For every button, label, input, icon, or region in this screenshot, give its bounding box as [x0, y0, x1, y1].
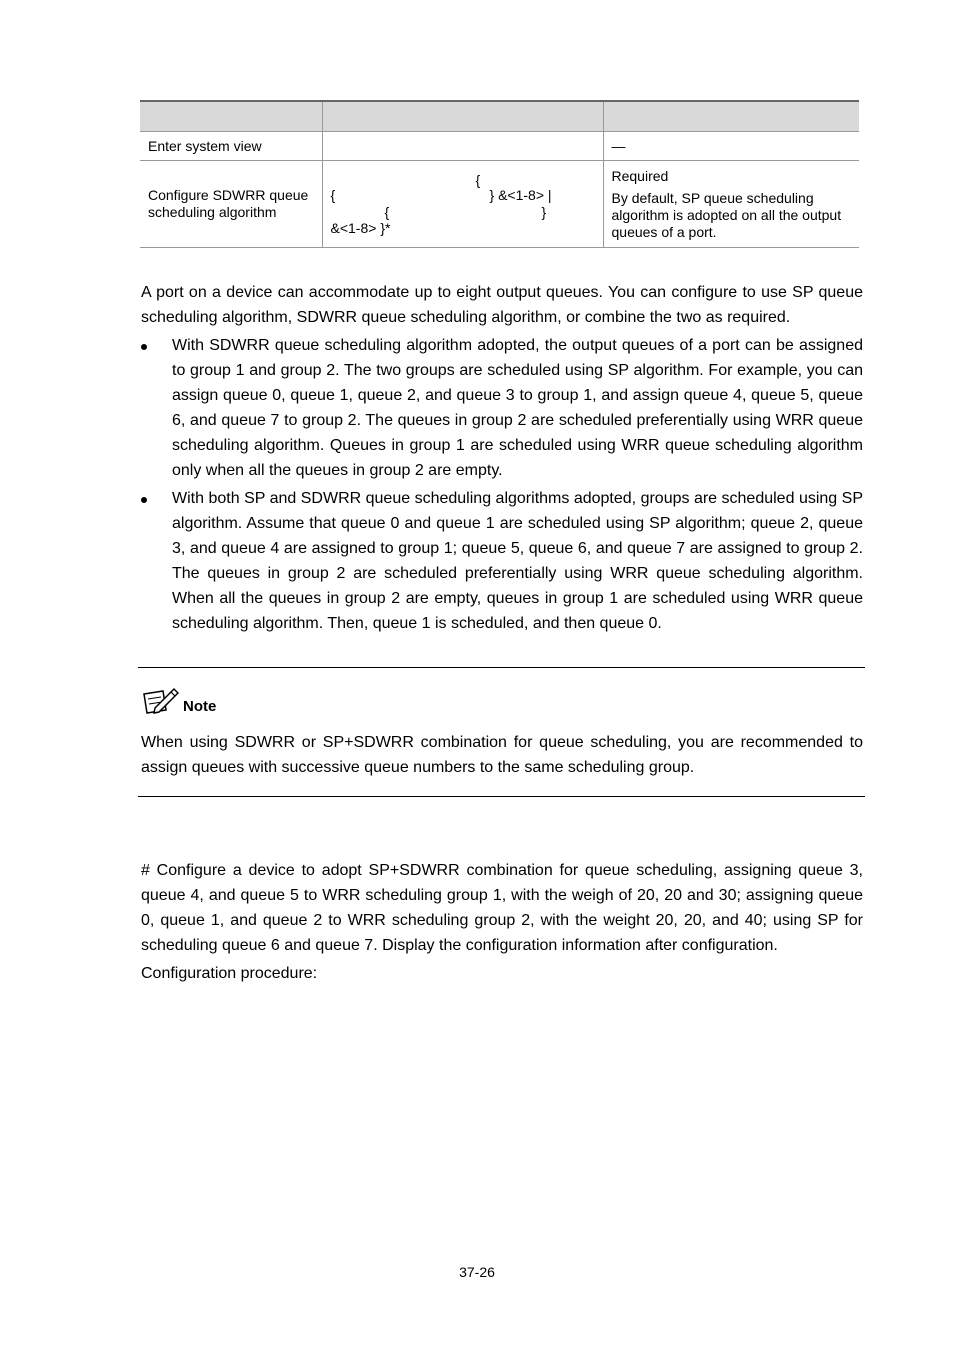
command-fragment: &<1-8> }*: [330, 220, 391, 236]
page-number: 37-26: [459, 1264, 495, 1280]
table-header-command: [322, 101, 603, 132]
bullet-icon: [141, 344, 147, 350]
note-pencil-icon: [141, 686, 179, 716]
table-cell-command: [322, 132, 603, 161]
config-table: [140, 100, 859, 248]
remark-title: Required: [611, 167, 669, 184]
intro-paragraph: A port on a device can accommodate up to eight output queues. You can configure to use SP queue scheduling algorithm, SDWRR queue scheduling algorithm, or combine the two as required.: [141, 284, 863, 326]
example-paragraph: # Configure a device to adopt SP+SDWRR combination for queue scheduling, assigning queue 3, queue 4, and queue 5 to WRR scheduling group 1, with the weigh of 20, 20 and 30; assigning queue 0, queue 1, and queue 2 to WRR scheduling group 2, with the weight 20, 20, and 40; using SP for scheduling queue 6 and queue 7. Display the configuration information after configuration.: [141, 862, 863, 954]
bullet-icon: [141, 497, 147, 503]
table-cell-operation: Enter system view: [140, 132, 322, 161]
table-row: [140, 132, 859, 161]
note-header: [141, 686, 216, 716]
bullet-list: [141, 333, 863, 639]
command-fragment: {: [475, 172, 481, 188]
table-cell-remark: [603, 161, 859, 248]
table-cell-remark: —: [603, 132, 859, 161]
command-fragment: } &<1-8> |: [489, 187, 552, 203]
command-fragment: {: [384, 204, 390, 220]
note-top-divider: [138, 667, 865, 668]
table-header-row: [140, 101, 859, 132]
table-row: [140, 161, 859, 248]
list-item: With SDWRR queue scheduling algorithm adopted, the output queues of a port can be assigned to group 1 and group 2. The two groups are scheduled using SP algorithm. For example, you can assign queue 0, queue 1, queue 2, and queue 3 to group 1, and assign queue 4, queue 5, queue 6, and queue 7 to group 2. The queues in group 2 are scheduled preferentially using WRR queue scheduling algorithm. Queues in group 1 are scheduled using WRR queue scheduling algorithm only when all the queues in group 2 are empty.: [141, 333, 863, 483]
table-cell-operation: Configure SDWRR queue scheduling algorithm: [140, 161, 322, 248]
command-fragment: {: [330, 187, 336, 203]
table-header-remarks: [603, 101, 859, 132]
note-label: Note: [183, 698, 217, 715]
command-fragment: }: [541, 204, 547, 220]
table-header-operation: [140, 101, 322, 132]
note-text: When using SDWRR or SP+SDWRR combination for queue scheduling, you are recommended to assign queues with successive queue numbers to the same scheduling group.: [141, 734, 863, 776]
note-bottom-divider: [138, 796, 865, 797]
table-cell-command: [322, 161, 603, 248]
remark-text: By default, SP queue scheduling algorithm is adopted on all the output queues of a port.: [611, 189, 842, 240]
list-item: With both SP and SDWRR queue scheduling algorithms adopted, groups are scheduled using SP algorithm. Assume that queue 0 and queue 1 are scheduled using SP algorithm; queue 2, queue 3, and queue 4 are assigned to group 1; queue 5, queue 6, and queue 7 are assigned to group 2. The queues in group 2 are scheduled preferentially using WRR queue scheduling algorithm. When all the queues in group 2 are empty, queues in group 1 are scheduled using WRR queue scheduling algorithm. Then, queue 1 is scheduled, and then queue 0.: [141, 486, 863, 636]
procedure-label: Configuration procedure:: [141, 965, 318, 982]
